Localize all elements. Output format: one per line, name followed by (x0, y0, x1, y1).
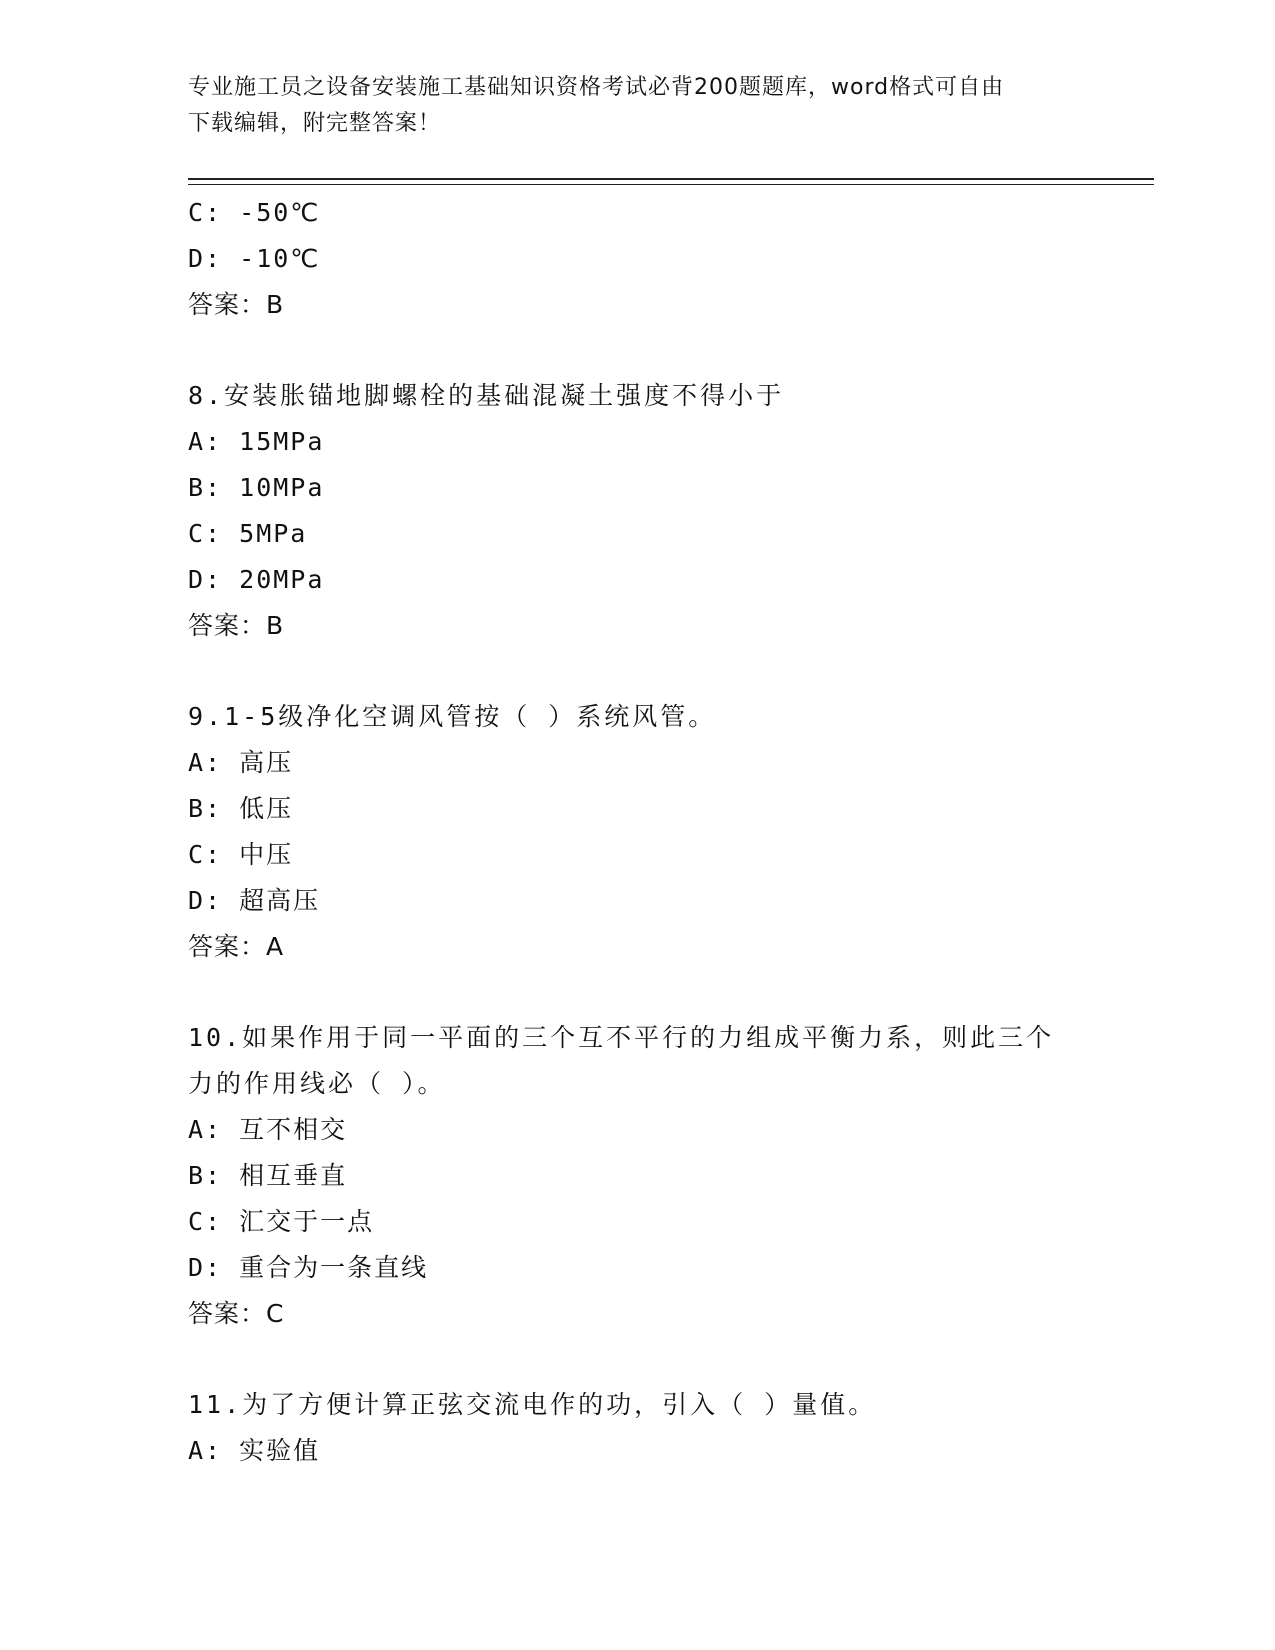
answer-line: 答案：B (188, 290, 285, 319)
option-b: B: 低压 (188, 794, 294, 823)
option-c: C: -50℃ (188, 198, 321, 227)
option-a: A: 实验值 (188, 1436, 321, 1465)
option-a: A: 高压 (188, 748, 294, 777)
question-title: 11.为了方便计算正弦交流电作的功，引入（ ）量值。 (188, 1390, 877, 1419)
question-title-line-2: 力的作用线必（ ）。 (188, 1069, 446, 1098)
option-d: D: 重合为一条直线 (188, 1253, 429, 1282)
option-d: D: -10℃ (188, 244, 321, 273)
option-c: C: 5MPa (188, 519, 308, 548)
option-a: A: 互不相交 (188, 1115, 348, 1144)
option-d: D: 20MPa (188, 565, 325, 594)
answer-line: 答案：A (188, 932, 285, 961)
answer-line: 答案：C (188, 1299, 285, 1328)
header-title-line-2: 下载编辑，附完整答案！ (188, 111, 442, 136)
header-divider-thick (188, 178, 1154, 180)
answer-line: 答案：B (188, 611, 285, 640)
option-b: B: 相互垂直 (188, 1161, 348, 1190)
question-8 (188, 373, 1154, 649)
continued-question (188, 190, 1154, 328)
option-c: C: 中压 (188, 840, 294, 869)
option-d: D: 超高压 (188, 886, 321, 915)
question-title: 9.1-5级净化空调风管按（ ）系统风管。 (188, 702, 717, 731)
option-b: B: 10MPa (188, 473, 325, 502)
header-divider-thin (188, 184, 1154, 185)
option-c: C: 汇交于一点 (188, 1207, 375, 1236)
question-list (188, 190, 1154, 1474)
question-10 (188, 1015, 1154, 1337)
document-header (188, 70, 1088, 142)
header-title-line-1: 专业施工员之设备安装施工基础知识资格考试必背200题题库，word格式可自由 (188, 75, 1005, 100)
option-a: A: 15MPa (188, 427, 325, 456)
question-title: 8.安装胀锚地脚螺栓的基础混凝土强度不得小于 (188, 381, 785, 410)
question-title-line-1: 10.如果作用于同一平面的三个互不平行的力组成平衡力系，则此三个 (188, 1023, 1055, 1052)
question-9 (188, 694, 1154, 970)
question-11 (188, 1382, 1154, 1474)
